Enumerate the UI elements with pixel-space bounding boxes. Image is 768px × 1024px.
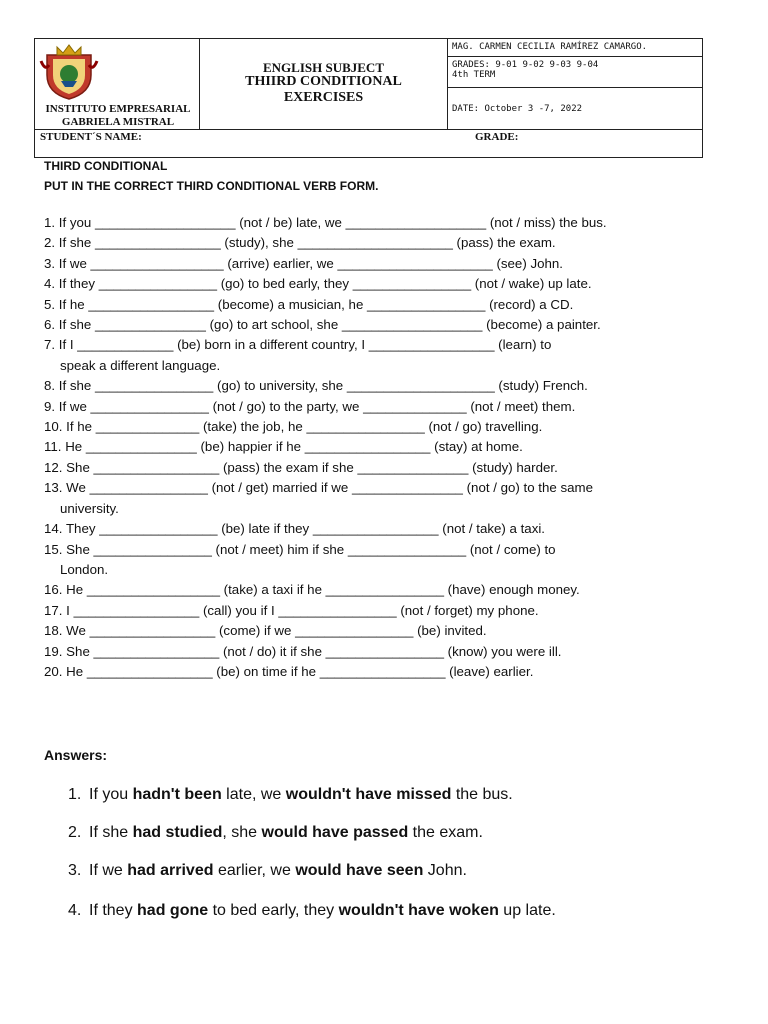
worksheet-header xyxy=(34,38,703,158)
exercise-7-continued: speak a different language. xyxy=(60,357,221,373)
answer-number: 4. xyxy=(68,902,82,919)
answer-bold: had arrived xyxy=(127,862,214,879)
grades-text: GRADES: 9-01 9-02 9-03 9-04 xyxy=(452,60,599,70)
exercise-17: 17. I _________________ (call) you if I ________________ (not / forget) my phone. xyxy=(44,602,539,618)
exercise-2: 2. If she _________________ (study), she _____________________ (pass) the exam. xyxy=(44,235,556,251)
subject-title: ENGLISH SUBJECT xyxy=(262,60,384,75)
answer-text: If she xyxy=(89,824,133,841)
answer-bold: wouldn't have missed xyxy=(285,786,452,803)
teacher-name: MAG. CARMEN CECILIA RAMÍREZ CAMARGO. xyxy=(452,42,648,52)
answer-bold: had studied xyxy=(132,824,223,841)
answer-bold: would have seen xyxy=(295,862,424,879)
answer-text: the exam. xyxy=(408,824,483,841)
answer-text: John. xyxy=(423,862,467,879)
answers-title: Answers: xyxy=(44,747,108,763)
exercise-18: 18. We _________________ (come) if we ________________ (be) invited. xyxy=(44,623,487,639)
teacher-cell xyxy=(447,38,703,57)
answer-text: the bus. xyxy=(451,786,513,803)
grade-label: GRADE: xyxy=(475,131,519,143)
exercise-14: 14. They ________________ (be) late if they _________________ (not / take) a taxi. xyxy=(44,521,545,537)
exercise-19: 19. She _________________ (not / do) it if she ________________ (know) you were ill. xyxy=(44,643,562,659)
answer-text: late, we xyxy=(221,786,286,803)
exercise-9: 9. If we ________________ (not / go) to the party, we ______________ (not / meet) them. xyxy=(44,398,576,414)
exercise-11: 11. He _______________ (be) happier if he _________________ (stay) at home. xyxy=(44,439,523,455)
school-name xyxy=(39,103,197,129)
answer-4 xyxy=(68,902,556,920)
exercise-7: 7. If I _____________ (be) born in a different country, I _________________ (learn) to xyxy=(44,337,552,353)
logo-cell xyxy=(34,38,200,130)
answer-1 xyxy=(68,786,513,804)
answer-number: 2. xyxy=(68,824,82,841)
exercise-20: 20. He _________________ (be) on time if he _________________ (leave) earlier. xyxy=(44,663,534,679)
answer-3 xyxy=(68,862,467,880)
exercise-10: 10. If he ______________ (take) the job, he ________________ (not / go) travelling. xyxy=(44,419,543,435)
date-text: DATE: October 3 -7, 2022 xyxy=(452,104,583,114)
exercise-6: 6. If she _______________ (go) to art school, she ___________________ (become) a painter. xyxy=(44,317,601,333)
answer-text: If we xyxy=(89,862,128,879)
title-cell xyxy=(199,38,448,130)
student-name-label: STUDENT´S NAME: xyxy=(40,131,142,143)
answer-number: 3. xyxy=(68,862,82,879)
student-row xyxy=(34,129,703,158)
date-cell xyxy=(447,87,703,130)
exercise-13-continued: university. xyxy=(60,500,119,516)
answer-bold: would have passed xyxy=(261,824,409,841)
exercise-4: 4. If they ________________ (go) to bed early, they ________________ (not / wake) up late. xyxy=(44,276,592,292)
answer-bold: had gone xyxy=(137,902,209,919)
exercise-1: 1. If you ___________________ (not / be) late, we ___________________ (not / miss) the bus. xyxy=(44,215,607,230)
answer-text: up late. xyxy=(498,902,556,919)
exercise-3: 3. If we __________________ (arrive) earlier, we _____________________ (see) John. xyxy=(44,255,563,271)
answer-text: If they xyxy=(89,902,138,919)
answer-bold: wouldn't have woken xyxy=(338,902,499,919)
topic-title: THIIRD CONDITIONAL xyxy=(245,74,402,89)
exercise-15-continued: London. xyxy=(60,561,109,577)
answer-number: 1. xyxy=(68,786,82,803)
exercise-15: 15. She ________________ (not / meet) him if she ________________ (not / come) to xyxy=(44,541,556,557)
exercise-list xyxy=(44,213,724,682)
exercise-16: 16. He __________________ (take) a taxi if he ________________ (have) enough money. xyxy=(44,582,580,598)
exercise-13: 13. We ________________ (not / get) married if we _______________ (not / go) to the same xyxy=(44,480,594,496)
answer-text: earlier, we xyxy=(213,862,296,879)
exercise-5: 5. If he _________________ (become) a musician, he ________________ (record) a CD. xyxy=(44,296,574,312)
school-name-line1: INSTITUTO EMPRESARIAL xyxy=(45,103,191,115)
section-title: THIRD CONDITIONAL xyxy=(44,159,168,173)
section-instruction: PUT IN THE CORRECT THIRD CONDITIONAL VERB FORM. xyxy=(44,179,379,193)
answer-text: to bed early, they xyxy=(208,902,339,919)
answer-2 xyxy=(68,824,483,842)
school-crest-icon xyxy=(39,41,99,101)
answer-bold: hadn't been xyxy=(132,786,222,803)
school-name-line2: GABRIELA MISTRAL xyxy=(61,116,175,128)
exercises-title: EXERCISES xyxy=(283,90,364,105)
answer-text: , she xyxy=(222,824,262,841)
grades-cell xyxy=(447,56,703,88)
answer-text: If you xyxy=(89,786,133,803)
exercise-8: 8. If she ________________ (go) to university, she ____________________ (study) French. xyxy=(44,378,588,394)
exercise-12: 12. She _________________ (pass) the exam if she _______________ (study) harder. xyxy=(44,459,558,475)
term-text: 4th TERM xyxy=(452,70,496,80)
